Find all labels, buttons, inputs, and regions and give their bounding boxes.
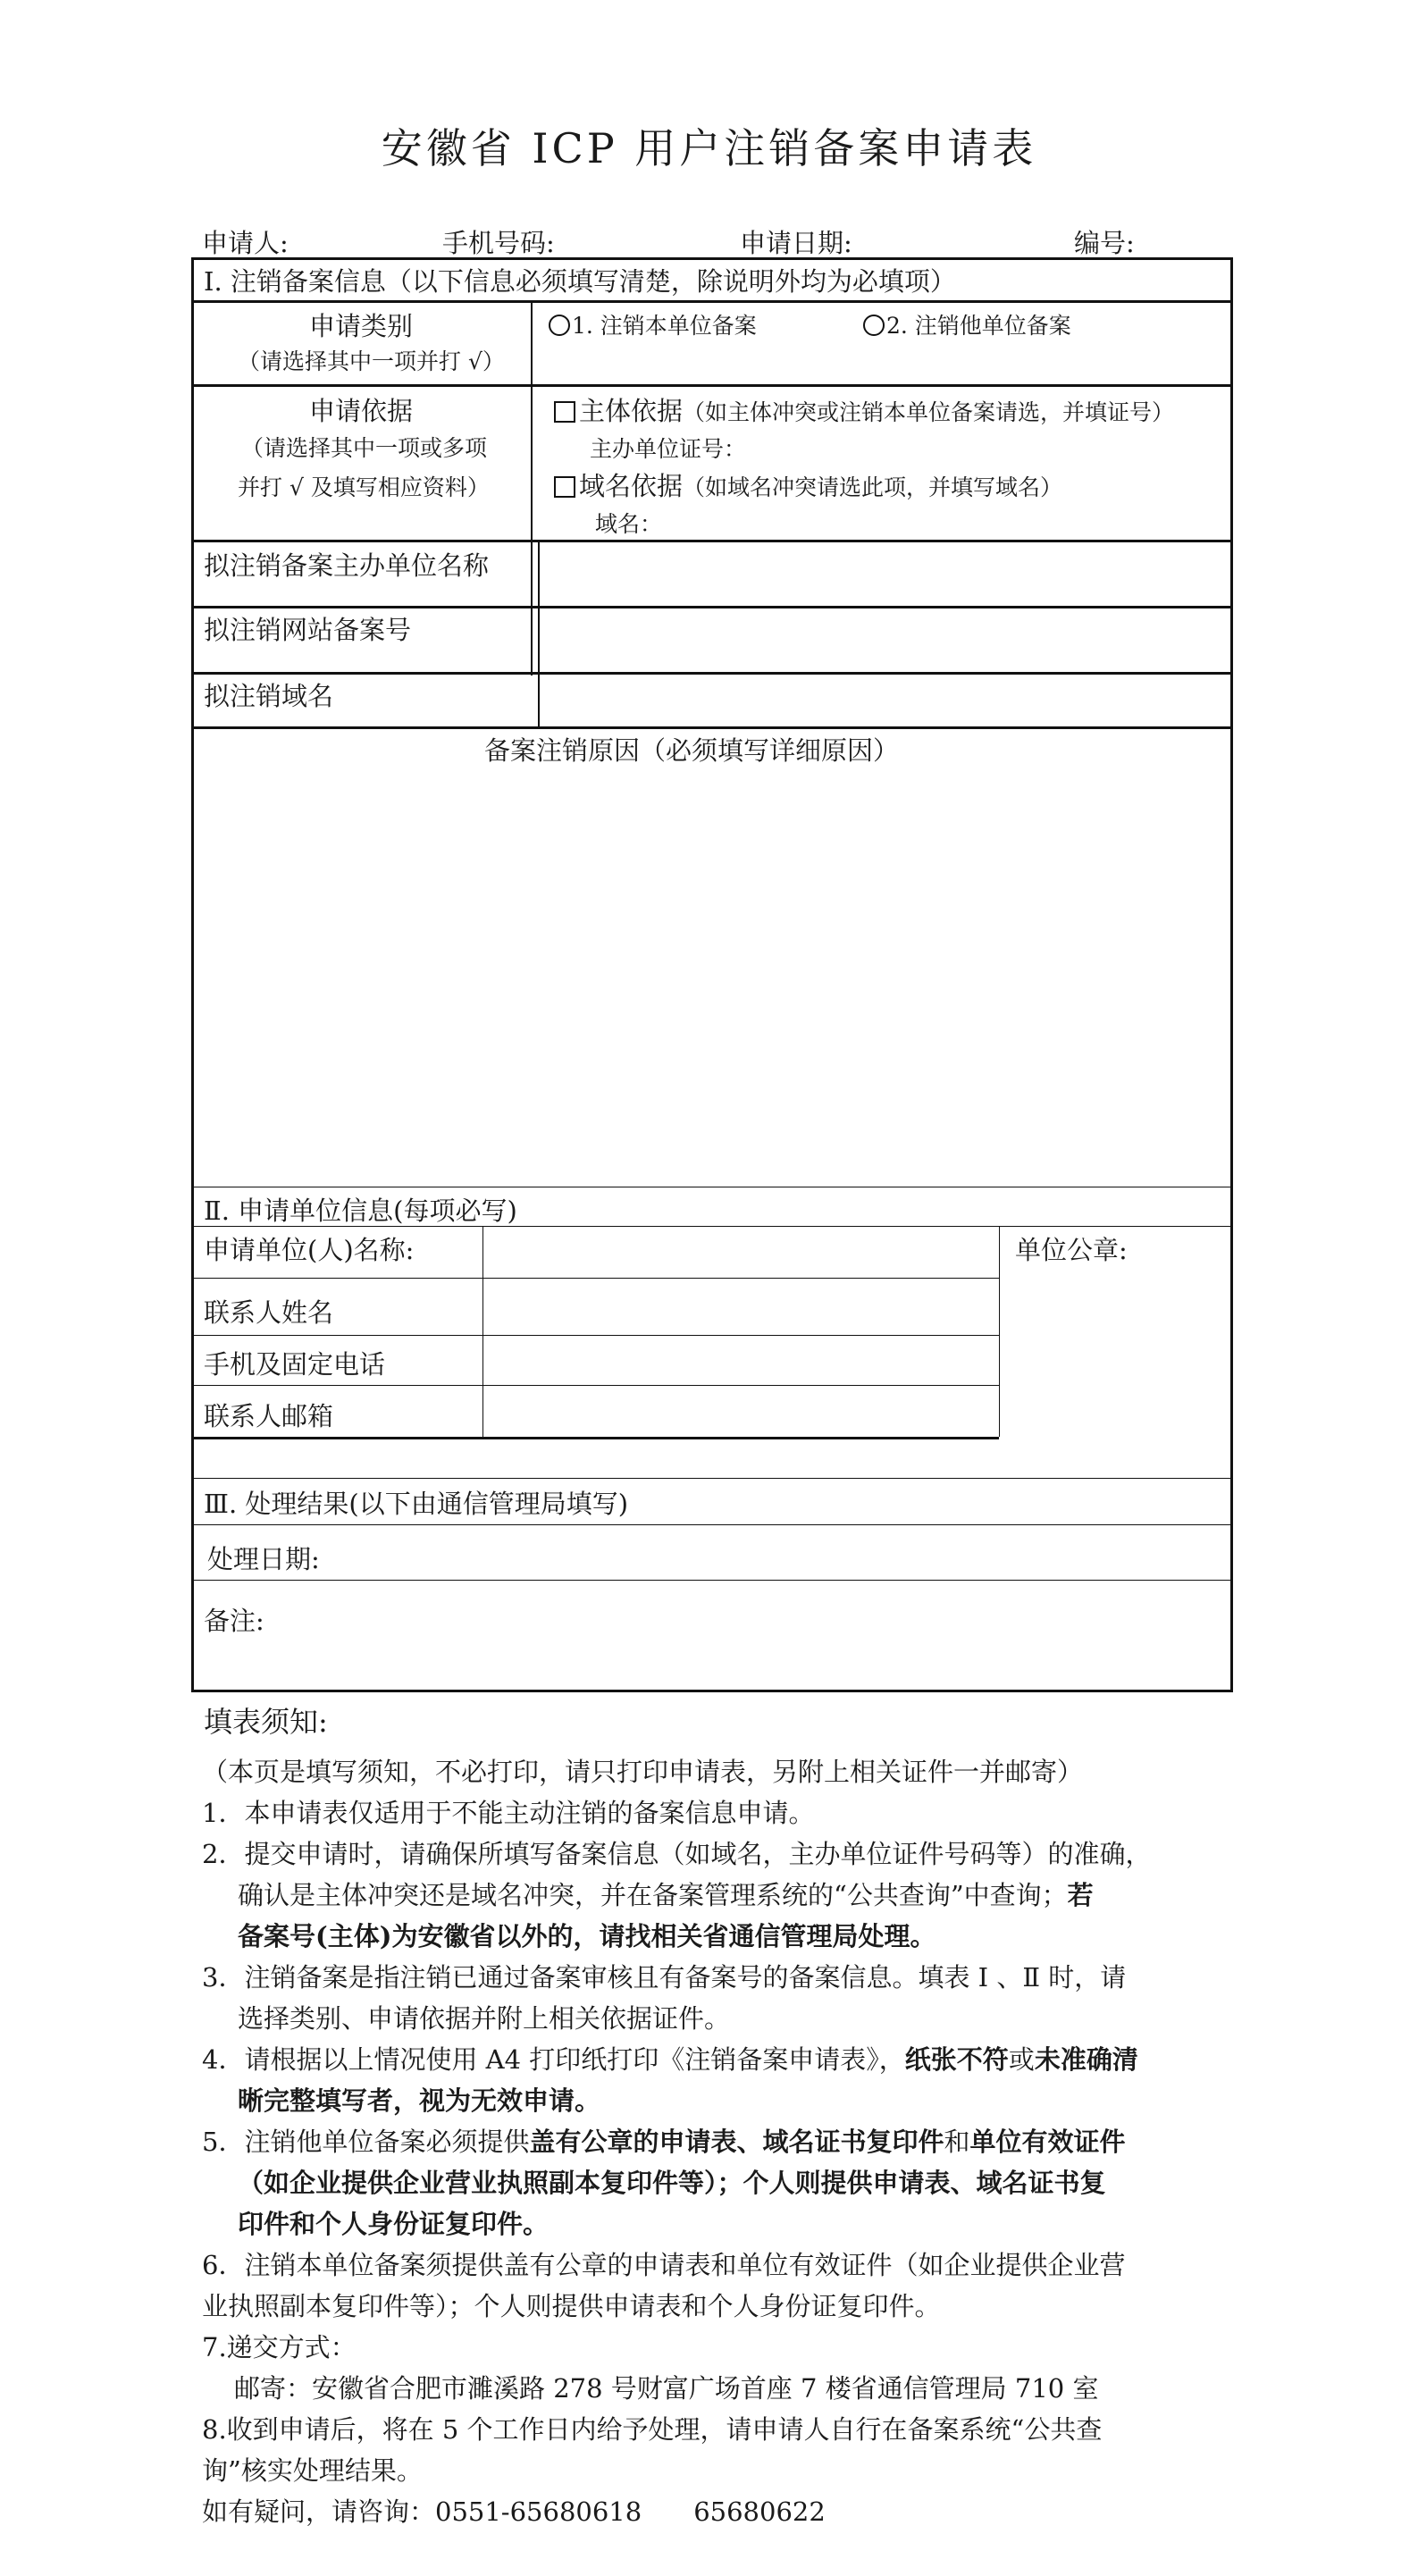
option-cancel-own-unit[interactable] — [549, 308, 757, 340]
application-basis-hint-2: 并打 √ 及填写相应资料） — [238, 474, 490, 500]
divider — [191, 1226, 1233, 1227]
instruction-item-8b: 询”核实处理结果。 — [202, 2455, 423, 2486]
option-cancel-other-unit-label: 2. 注销他单位备案 — [886, 313, 1071, 339]
process-date-label: 处理日期: — [207, 1544, 320, 1574]
divider — [191, 726, 1233, 729]
instruction-item-2a: 2．提交申请时，请确保所填写备案信息（如域名，主办单位证件号码等）的准确， — [202, 1839, 1152, 1869]
instruction-item-8a: 8.收到申请后，将在 5 个工作日内给予处理，请申请人自行在备案系统“公共查 — [202, 2414, 1103, 2445]
instructions-intro: （本页是填写须知，不必打印，请只打印申请表，另附上相关证件一并邮寄） — [202, 1757, 1084, 1787]
basis-entity-label: 主体依据 — [579, 396, 684, 426]
instruction-item-4e: 晰完整填写者，视为无效申请。 — [238, 2085, 601, 2116]
basis-domain-option[interactable] — [554, 466, 1062, 503]
instruction-item-2d: 备案号(主体)为安徽省以外的，请找相关省通信管理局处理。 — [238, 1921, 936, 1951]
instruction-item-5a: 5．注销他单位备案必须提供盖有公章的申请表、域名证书复印件和单位有效证件 — [202, 2127, 1126, 2157]
unit-seal-label: 单位公章: — [1015, 1235, 1128, 1265]
application-type-label: 申请类别 — [309, 311, 414, 341]
divider — [191, 1580, 1233, 1581]
instruction-item-4a: 4．请根据以上情况使用 A4 打印纸打印《注销备案申请表》，纸张不符或未准确清 — [202, 2044, 1138, 2075]
divider — [191, 384, 1233, 387]
basis-entity-hint: （如主体冲突或注销本单位备案请选，并填证号） — [683, 399, 1175, 425]
divider — [191, 1478, 1233, 1479]
radio-circle-icon — [863, 315, 885, 336]
column-divider — [999, 1226, 1000, 1437]
radio-circle-icon — [549, 315, 570, 336]
divider — [191, 606, 1233, 608]
application-basis-hint-1: （请选择其中一项或多项 — [241, 435, 488, 461]
instruction-item-5e: （如企业提供企业营业执照副本复印件等）；个人则提供申请表、域名证书复 — [238, 2168, 1106, 2198]
divider — [191, 1278, 999, 1279]
divider — [191, 1524, 1233, 1525]
basis-domain-hint: （如域名冲突请选此项，并填写域名） — [683, 474, 1063, 500]
divider — [191, 1335, 999, 1336]
column-divider — [531, 300, 533, 675]
contact-info: 如有疑问，请咨询：0551-65680618 65680622 — [202, 2496, 826, 2527]
option-cancel-own-unit-label: 1. 注销本单位备案 — [572, 313, 757, 339]
applicant-field[interactable]: 申请人: — [202, 228, 289, 258]
option-cancel-other-unit[interactable] — [863, 308, 1071, 340]
contact-email-label: 联系人邮箱 — [204, 1401, 334, 1431]
domain-label: 拟注销域名 — [204, 681, 334, 711]
section3-header: Ⅲ. 处理结果(以下由通信管理局填写) — [204, 1489, 629, 1519]
divider — [191, 1437, 999, 1439]
instruction-item-7b: 邮寄：安徽省合肥市濉溪路 278 号财富广场首座 7 楼省通信管理局 710 室 — [234, 2373, 1099, 2404]
checkbox-icon — [554, 401, 575, 423]
section2-header: Ⅱ. 申请单位信息(每项必写) — [204, 1196, 517, 1226]
instructions-title: 填表须知: — [204, 1705, 328, 1739]
column-divider — [538, 541, 540, 726]
instruction-item-3b: 选择类别、申请依据并附上相关依据证件。 — [238, 2003, 731, 2034]
divider — [191, 1385, 999, 1386]
instruction-item-1: 1．本申请表仅适用于不能主动注销的备案信息申请。 — [202, 1798, 815, 1828]
org-name-label: 拟注销备案主办单位名称 — [204, 550, 490, 581]
instruction-item-6b: 业执照副本复印件等）；个人则提供申请表和个人身份证复印件。 — [202, 2291, 941, 2321]
instruction-item-3a: 3．注销备案是指注销已通过备案审核且有备案号的备案信息。填表 Ⅰ 、Ⅱ 时，请 — [202, 1962, 1127, 1993]
application-type-hint: （请选择其中一项并打 √） — [238, 348, 505, 374]
host-unit-cert-field[interactable]: 主办单位证号： — [590, 436, 747, 462]
instruction-item-6a: 6．注销本单位备案须提供盖有公章的申请表和单位有效证件（如企业提供企业营 — [202, 2250, 1126, 2280]
date-field[interactable]: 申请日期: — [740, 228, 852, 258]
checkbox-icon — [554, 476, 575, 498]
divider — [191, 672, 1233, 675]
number-field: 编号: — [1074, 228, 1135, 258]
application-basis-label: 申请依据 — [309, 396, 414, 426]
contact-name-label: 联系人姓名 — [204, 1297, 334, 1328]
phone-field[interactable]: 手机号码: — [442, 228, 555, 258]
site-record-number-label: 拟注销网站备案号 — [204, 615, 412, 645]
form-title: 安徽省 ICP 用户注销备案申请表 — [381, 124, 1037, 172]
instructions-list — [202, 1751, 1238, 2532]
unit-name-label: 申请单位(人)名称: — [204, 1235, 415, 1265]
instruction-item-5f: 印件和个人身份证复印件。 — [238, 2209, 550, 2239]
basis-domain-field[interactable]: 域名： — [595, 511, 663, 537]
cancel-reason-label: 备案注销原因（必须填写详细原因） — [484, 735, 900, 766]
contact-phone-label: 手机及固定电话 — [204, 1349, 386, 1380]
instruction-item-2b: 确认是主体冲突还是域名冲突，并在备案管理系统的“公共查询”中查询；若 — [238, 1880, 1094, 1910]
divider — [191, 300, 1233, 303]
divider — [191, 540, 1233, 542]
basis-entity-option[interactable] — [554, 391, 1174, 428]
basis-domain-label: 域名依据 — [579, 471, 684, 501]
section1-header: Ⅰ. 注销备案信息（以下信息必须填写清楚，除说明外均为必填项） — [204, 266, 956, 297]
instruction-item-7a: 7.递交方式： — [202, 2332, 357, 2362]
remarks-label: 备注: — [204, 1606, 264, 1636]
column-divider — [482, 1226, 483, 1437]
